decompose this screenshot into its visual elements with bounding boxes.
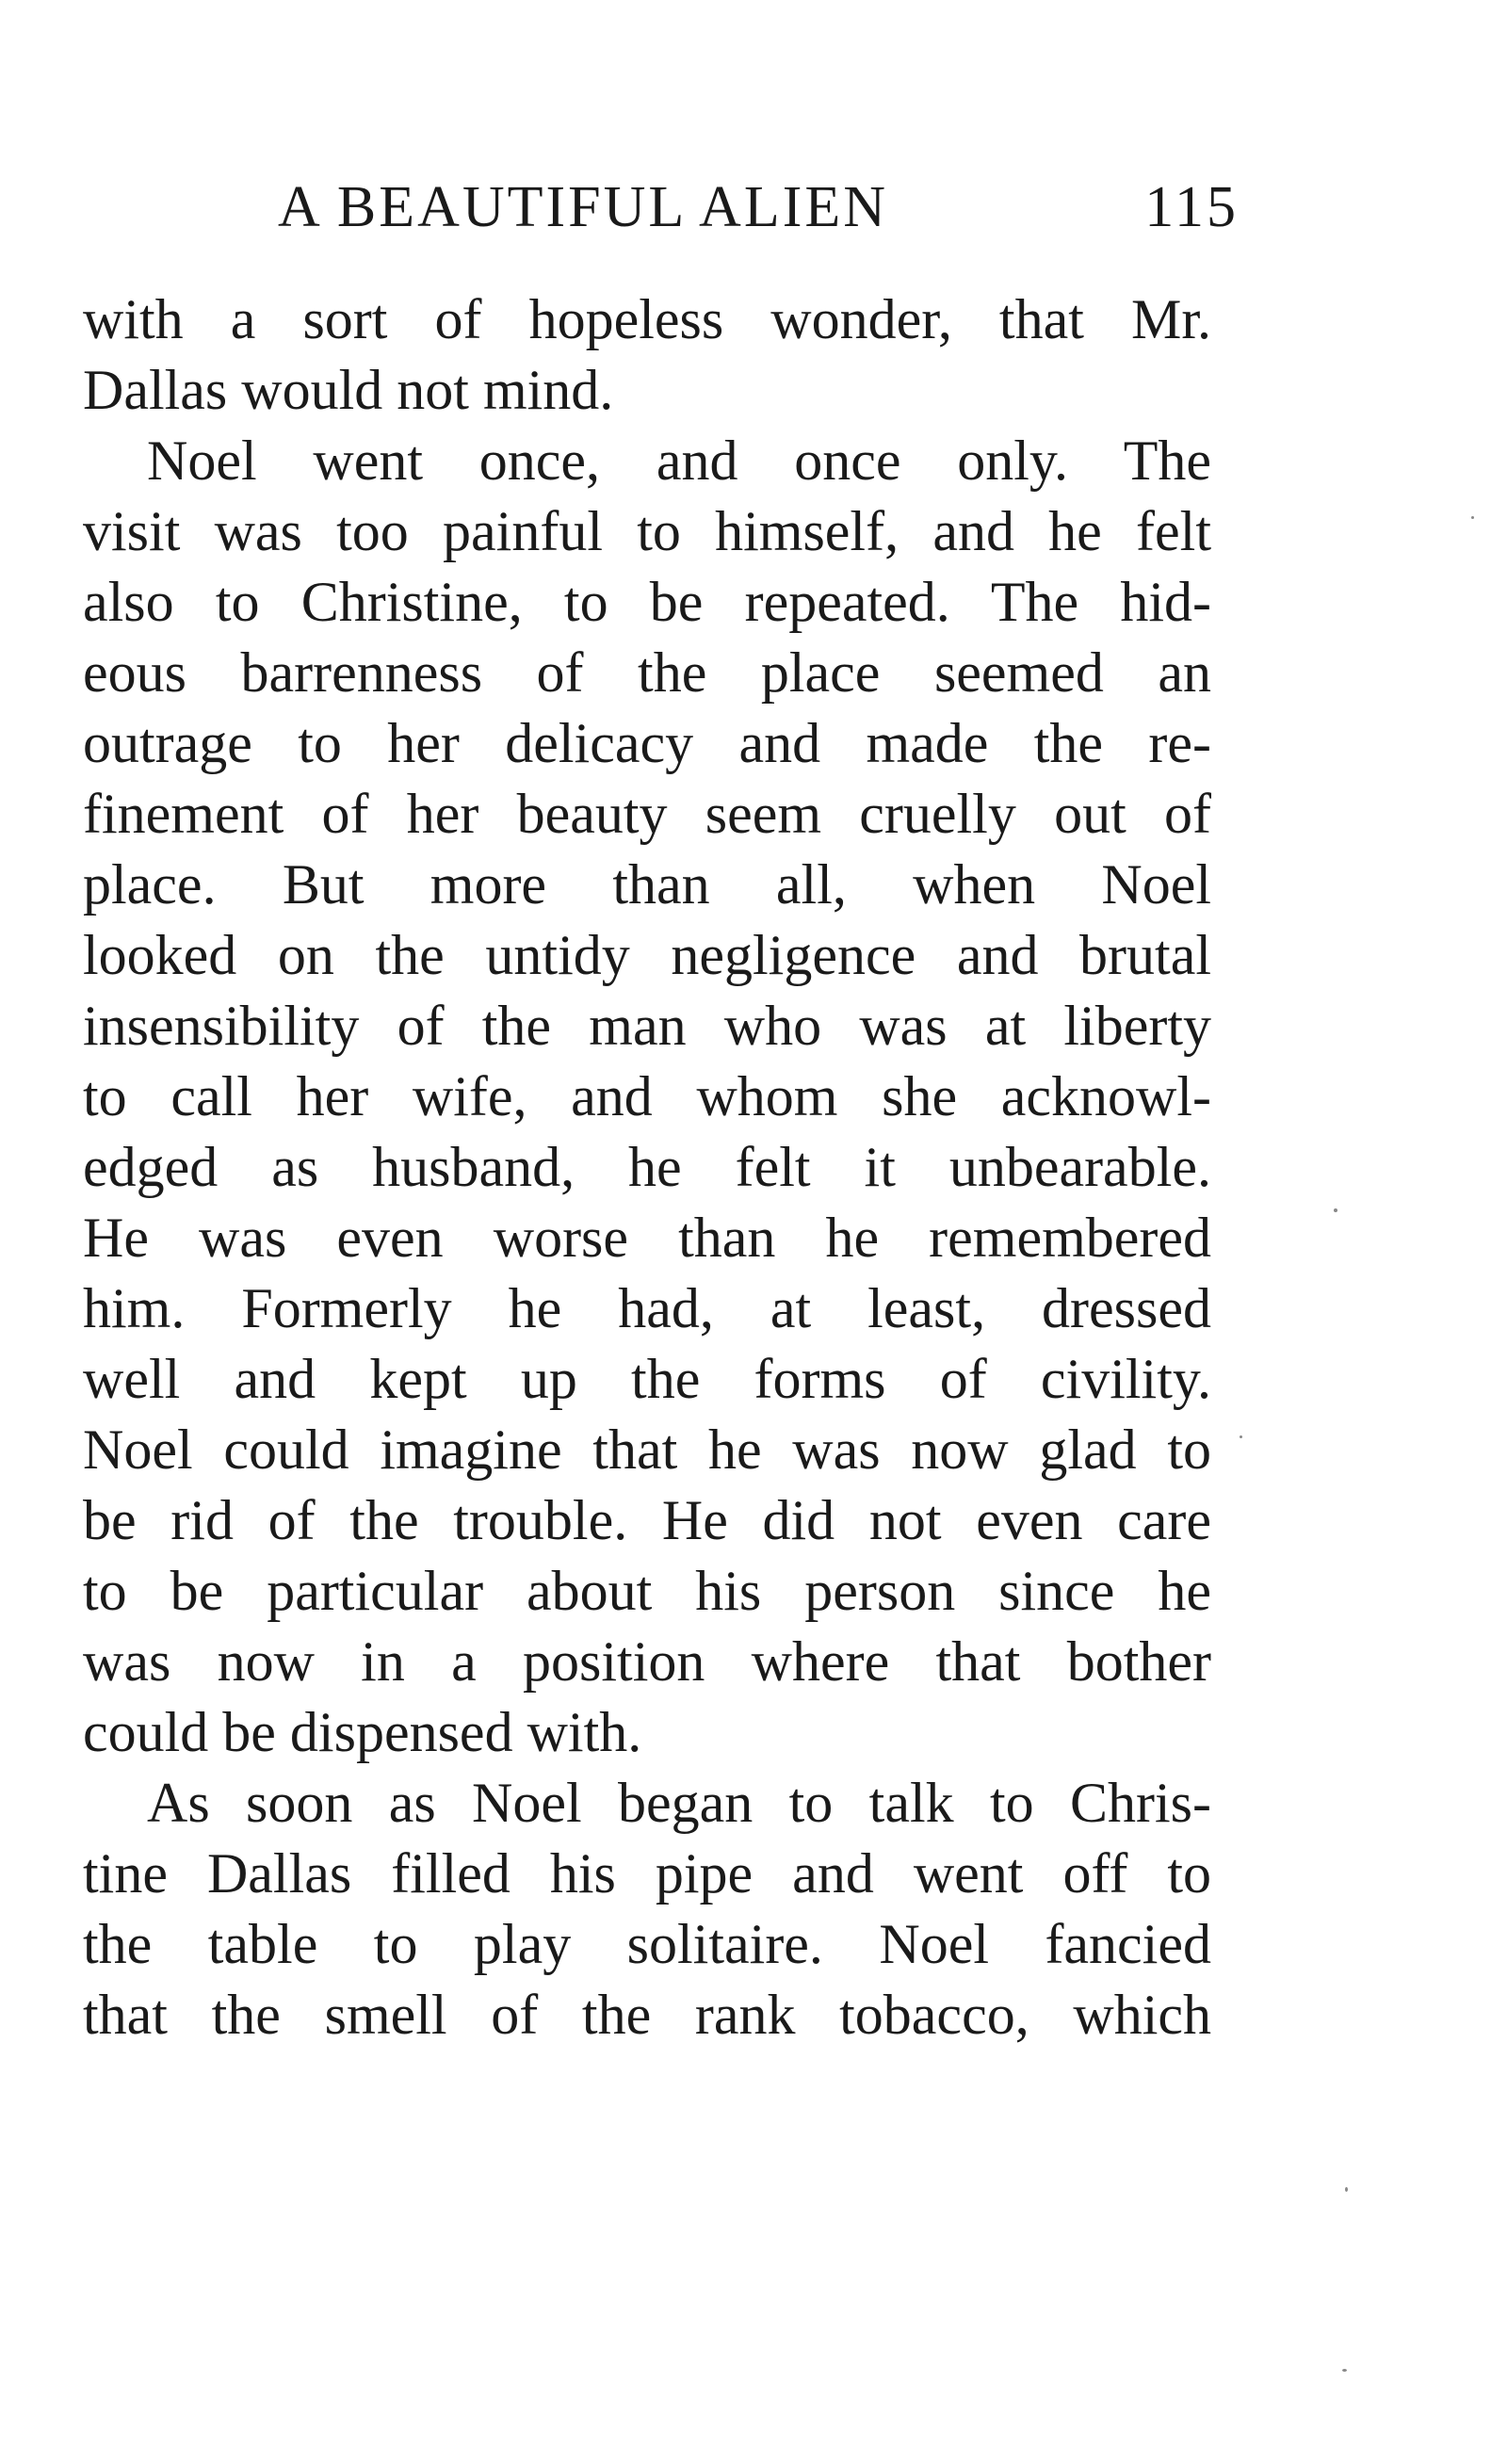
text-line: looked on the untidy negligence and brutal: [83, 924, 1211, 986]
text-line: visit was too painful to himself, and he felt: [83, 500, 1211, 562]
text-line: place. But more than all, when Noel: [83, 853, 1211, 916]
paper-speck: [1345, 2187, 1348, 2192]
text-line: Noel went once, and once only. The: [147, 430, 1211, 492]
paper-speck: [1334, 1208, 1337, 1212]
text-line: him. Formerly he had, at least, dressed: [83, 1277, 1211, 1339]
body-text: [83, 284, 1211, 2051]
running-head: [278, 174, 1239, 259]
text-line: to be particular about his person since he: [83, 1560, 1211, 1622]
paper-speck: [1471, 516, 1474, 519]
text-line: eous barrenness of the place seemed an: [83, 641, 1211, 704]
text-line: to call her wife, and whom she acknowl-: [83, 1065, 1211, 1127]
paper-speck: [1240, 1435, 1242, 1438]
text-line: be rid of the trouble. He did not even care: [83, 1489, 1211, 1551]
text-line: that the smell of the rank tobacco, which: [83, 1984, 1211, 2046]
text-line: Noel could imagine that he was now glad to: [83, 1418, 1211, 1481]
text-line: also to Christine, to be repeated. The hid-: [83, 571, 1211, 633]
text-line: He was even worse than he remembered: [83, 1207, 1211, 1269]
text-line: with a sort of hopeless wonder, that Mr.: [83, 288, 1211, 350]
text-line: Dallas would not mind.: [83, 359, 614, 421]
running-title: A BEAUTIFUL ALIEN: [278, 175, 888, 239]
text-line: insensibility of the man who was at liberty: [83, 995, 1211, 1057]
page-number: 115: [1144, 175, 1239, 239]
paper-speck: [1342, 2369, 1347, 2372]
text-line: outrage to her delicacy and made the re-: [83, 712, 1211, 774]
text-line: edged as husband, he felt it unbearable.: [83, 1136, 1211, 1198]
text-line: could be dispensed with.: [83, 1701, 642, 1763]
text-line: the table to play solitaire. Noel fancied: [83, 1913, 1211, 1975]
text-line: finement of her beauty seem cruelly out of: [83, 783, 1211, 845]
text-line: As soon as Noel began to talk to Chris-: [147, 1772, 1211, 1834]
text-line: tine Dallas filled his pipe and went off to: [83, 1842, 1211, 1905]
text-line: well and kept up the forms of civility.: [83, 1348, 1211, 1410]
text-line: was now in a position where that bother: [83, 1630, 1211, 1693]
